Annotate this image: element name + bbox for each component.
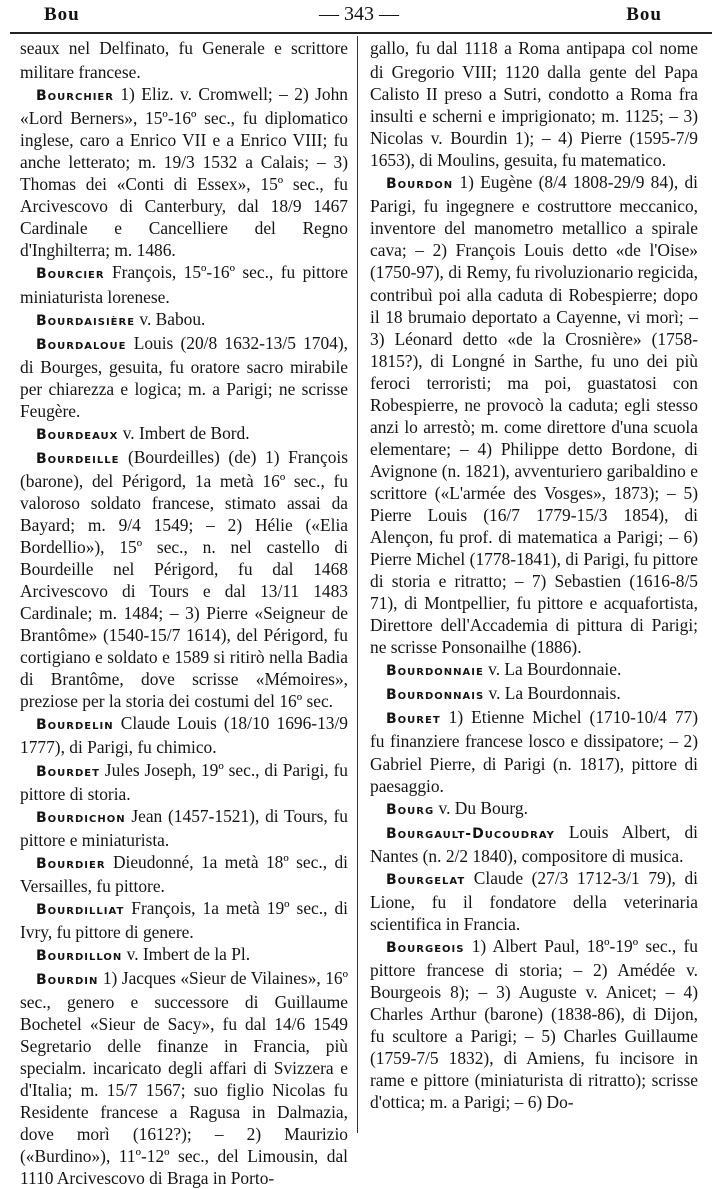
dictionary-entry (20, 759, 348, 805)
entry-text: gallo, fu dal 1118 a Roma antipapa col nome di Gregorio VIII; 1120 dalla gente del Papa Calisto II preso a Sutri, condotto a Roma fra insulti e scherni e imprigionato; m. 1125; – 3) Nicolas v. Bourdin 1); – 4) Pierre (1595-7/9 1653), di Moulins, gesuita, fu matematico. (370, 38, 698, 171)
entry-text: v. La Bourdonnaie. (483, 659, 622, 680)
entry-text: 1) Eugène (8/4 1808-29/9 84), di Parigi, fu ingegnere e costruttore meccanico, inventore del manometro metallico a spirale cava; – 2) François Louis detto «de l'Oise» (1750-97), di Remy, fu rivoluzionario regicida, contribuì poi alla caduta di Robespierre; dopo il 18 brumaio deportato a Cayenne, vi morì; – 3) Léonard detto «de la Crosnière» (1758-1815?), di Longné in Sarthe, fu uno dei più feroci terroristi; ma poi, guastatosi con Robespierre, ne provocò la caduta; egli stesso anzi lo arrestò; m. come direttore d'una scuola elementare; – 4) Philippe detto Bordone, di Avignone (n. 1821), avventuriero garibaldino e scrittore («L'armée des Vosges», 1873); – 5) Pierre Louis (16/7 1779-15/3 1854), di Alençon, fu prof. di matematica a Parigi; – 6) Pierre Michel (1778-1841), di Parigi, fu pittore di storia e ritratto; – 7) Sebastien (1616-8/5 71), di Montpellier, fu pittore e acquafortista, Direttore dell'Accademia di pittura di Parigi; ne scrisse Ponsonailhe (1886). (370, 172, 698, 658)
dictionary-entry (20, 332, 348, 422)
entry-text: Claude (27/3 1712-3/1 79), di Lione, fu il fondatore della veterinaria scientifica in Francia. (370, 867, 698, 934)
dictionary-entry (20, 261, 348, 307)
entry-text: v. Imbert de Bord. (118, 422, 250, 443)
entry-headword: Bourdelin (36, 717, 114, 734)
entry-text: François, 15º-16º sec., fu pittore miniaturista lorenese. (20, 262, 348, 307)
entry-headword: Bourgeois (386, 939, 465, 956)
dictionary-entry (20, 805, 348, 851)
dictionary-entry (370, 706, 698, 796)
entry-headword: Bourgault-Ducoudray (386, 825, 555, 842)
dictionary-entry (370, 682, 698, 706)
entry-headword: Bourdonnais (386, 687, 485, 704)
left-column (20, 37, 348, 1189)
entry-text: Louis (20/8 1632-13/5 1704), di Bourges, gesuita, fu oratore sacro mirabile per chiarezza e logica; m. a Parigi; ne scrisse Feugère. (20, 332, 348, 421)
dictionary-entry (20, 446, 348, 713)
entry-text: 1) Eliz. v. Cromwell; – 2) John «Lord Berners», 15º-16º sec., fu diplomatico inglese, caro a Enrico VII e a Enrico VIII; fu anche letterato; m. 19/3 1532 a Calais; – 3) Thomas dei «Conti di Essex», 15º sec., fu Arcivescovo di Canterbury, dal 18/9 1467 Cardinale e Cancelliere del Regno d'Inghilterra; m. 1486. (20, 84, 348, 261)
entry-headword: Bourg (386, 801, 435, 818)
page-header (0, 0, 718, 34)
entry-text: v. Du Bourg. (434, 797, 528, 818)
dictionary-entry (20, 712, 348, 758)
entry-text: v. Babou. (135, 308, 206, 329)
entry-text: Dieudonné, 1a metà 18º sec., di Versailles, fu pittore. (20, 851, 348, 896)
entry-headword: Bourdon (386, 176, 454, 193)
entry-text: Claude Louis (18/10 1696-13/9 1777), di Parigi, fu chimico. (20, 713, 348, 758)
entry-headword: Bourdaloue (36, 336, 127, 353)
entry-text: 1) Albert Paul, 18º-19º sec., fu pittore francese di storia; – 2) Amédée v. Bourgeois 8); – 3) Auguste v. Anicet; – 4) Charles Arthur (barone) (1838-86), di Dijon, fu scultore a Parigi; – 5) Charles Guillaume (1759-7/5 1832), di Amiens, fu incisore in rame e pittore (miniaturista di ritratto); scrisse d'ottica; m. a Parigi; – 6) Do- (370, 935, 698, 1113)
dictionary-entry (370, 37, 698, 171)
entry-headword: Bourchier (36, 88, 114, 105)
entry-headword: Bourdichon (36, 809, 126, 826)
entry-text: Louis Albert, di Nantes (n. 2/2 1840), compositore di musica. (370, 821, 698, 866)
dictionary-entry (20, 83, 348, 261)
right-column (370, 37, 698, 1131)
dictionary-entry (20, 308, 348, 332)
entry-text: (Bourdeilles) (de) 1) François (barone), del Périgord, 1a metà 16º sec., fu valoroso soldato francese, stimato assai da Bayard; m. 9/4 1549; – 2) Hélie («Elia Bordellio»), 15º sec., n. nel castello di Bourdeille nel Périgord, fu dal 1468 Arcivescovo di Tours e dal 13/11 1483 Cardinale; m. 1484; – 3) Pierre «Seigneur de Brantôme» (1540-15/7 1614), del Périgord, fu cortigiano e soldato e 1589 si ritirò nella Badia di Brantôme, dove scrisse «Mémoires», preziose per la storia dei costumi del 16º sec. (20, 446, 348, 712)
dictionary-entry (20, 943, 348, 967)
dictionary-entry (370, 821, 698, 867)
entry-headword: Bourdeaux (36, 426, 119, 443)
entry-headword: Bourdin (36, 971, 99, 988)
entry-text: v. Imbert de la Pl. (122, 943, 251, 964)
dictionary-entry (370, 658, 698, 682)
entry-headword: Bourgelat (386, 871, 466, 888)
header-rule (10, 32, 712, 34)
page-number: — 343 — (319, 3, 399, 25)
entry-headword: Bourdonnaie (386, 663, 484, 680)
entry-headword: Bourcier (36, 266, 105, 283)
entry-text: seaux nel Delfinato, fu Generale e scrittore militare francese. (20, 38, 348, 83)
dictionary-entry (370, 867, 698, 935)
entry-headword: Bourdillon (36, 947, 123, 964)
dictionary-entry (20, 967, 348, 1189)
running-head-right: Bou (626, 4, 662, 25)
column-divider (357, 36, 358, 1133)
entry-headword: Bourdier (36, 855, 106, 872)
entry-text: 1) Etienne Michel (1710-10/4 77) fu finanziere francese losco e dissipatore; – 2) Gabriel Pierre, di Parigi (n. 1817), pittore di paesaggio. (370, 707, 698, 796)
dictionary-entry (20, 851, 348, 897)
entry-text: v. La Bourdonnais. (484, 683, 621, 704)
entry-headword: Bourdet (36, 763, 100, 780)
running-head-left: Bou (44, 4, 80, 25)
entry-headword: Bourdilliat (36, 901, 125, 918)
dictionary-entry (370, 797, 698, 821)
entry-headword: Bourdeille (36, 450, 120, 467)
entry-headword: Bouret (386, 711, 441, 728)
dictionary-entry (20, 897, 348, 943)
dictionary-entry (20, 422, 348, 446)
entry-headword: Bourdaisière (36, 312, 136, 329)
entry-text: Jean (1457-1521), di Tours, fu pittore e miniaturista. (20, 805, 348, 850)
entry-text: François, 1a metà 19º sec., di Ivry, fu pittore di genere. (20, 897, 348, 942)
dictionary-entry (370, 935, 698, 1113)
dictionary-entry (370, 171, 698, 658)
entry-text: 1) Jacques «Sieur de Vilaines», 16º sec., genero e successore di Guillaume Bochetel «Sieur de Sacy», fu dal 14/6 1549 Segretario delle finanze in Francia, più specialm. incaricato degli affari di Svizzera e d'Italia; m. 15/7 1567; suo figlio Nicolas fu Residente francese a Ragusa in Dalmazia, dove morì (1612?); – 2) Maurizio («Burdino»), 11º-12º sec., del Limousin, dal 1110 Arcivescovo di Braga in Porto- (20, 967, 348, 1189)
entry-text: Jules Joseph, 19º sec., di Parigi, fu pittore di storia. (20, 759, 348, 804)
dictionary-entry (20, 37, 348, 83)
